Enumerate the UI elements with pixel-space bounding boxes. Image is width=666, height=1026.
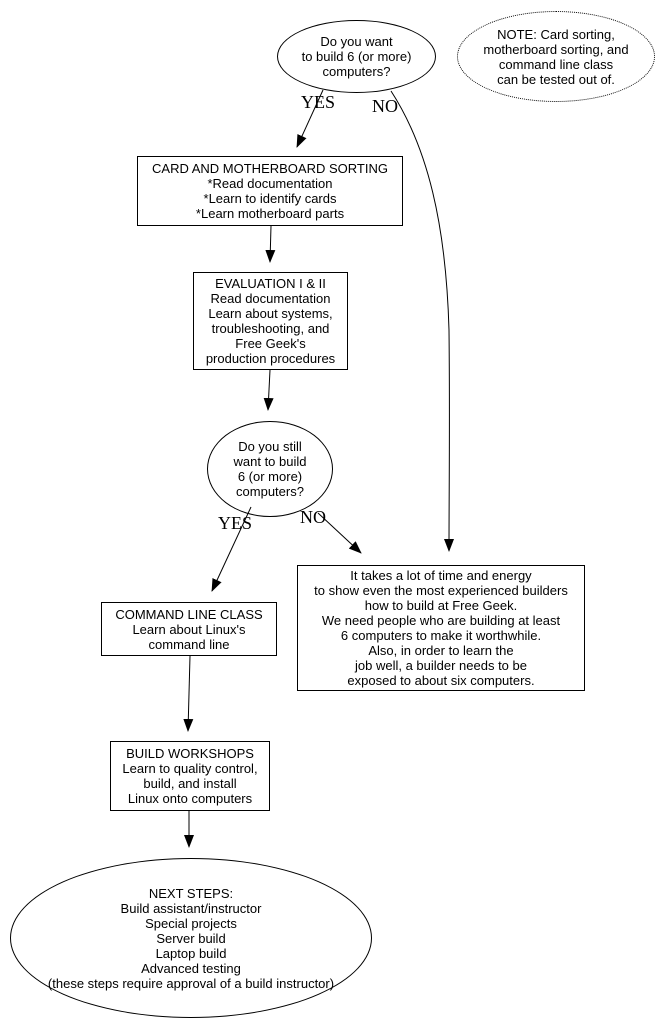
node-text-line: job well, a builder needs to be (354, 658, 527, 673)
edge-label-no-mid: NO (300, 507, 326, 527)
node-text-line: (these steps require approval of a build instructor) (47, 975, 335, 991)
edge-command-line-to-workshops (188, 656, 190, 731)
node-text-line: troubleshooting, and (211, 321, 330, 336)
node-text-line: Special projects (145, 915, 237, 931)
edge-label-yes-top: YES (301, 92, 336, 112)
node-text-line: Free Geek's (235, 336, 306, 351)
node-text-line: Also, in order to learn the (368, 643, 514, 658)
node-command-line-class (101, 602, 277, 656)
node-text-line: We need people who are building at least (321, 613, 561, 628)
node-text-line: build, and install (143, 776, 237, 791)
node-note (457, 11, 655, 102)
node-evaluation (193, 272, 348, 370)
node-text-line: NOTE: Card sorting, (497, 26, 615, 42)
node-text-line: Read documentation (210, 291, 331, 306)
node-text-line: Learn to quality control, (122, 761, 258, 776)
node-card-sorting (137, 156, 403, 226)
node-text-line: how to build at Free Geek. (364, 598, 518, 613)
node-text-line: Build assistant/instructor (120, 900, 262, 916)
node-text-line: Learn about systems, (208, 306, 333, 321)
edge-card-sorting-to-evaluation (270, 226, 271, 262)
node-text-line: command line class (498, 56, 614, 72)
node-text-line: Learn about Linux's (132, 621, 246, 637)
node-text-line: EVALUATION I & II (215, 276, 326, 291)
node-text-line: can be tested out of. (497, 71, 615, 87)
node-text-line: Advanced testing (141, 960, 241, 976)
node-text-line: It takes a lot of time and energy (350, 568, 532, 583)
node-text-line: to show even the most experienced builders (314, 583, 568, 598)
node-build-workshops (110, 741, 270, 811)
node-text-line: Server build (156, 930, 226, 946)
node-text-line: COMMAND LINE CLASS (115, 606, 263, 622)
node-text-line: Do you want (320, 34, 393, 49)
node-text-line: exposed to about six computers. (347, 673, 535, 688)
node-text-line: CARD AND MOTHERBOARD SORTING (152, 161, 388, 176)
node-text-line: Do you still (238, 439, 302, 454)
node-text-line: NEXT STEPS: (148, 885, 234, 901)
node-text-line: 6 computers to make it worthwhile. (340, 628, 542, 643)
node-text-line: want to build (233, 454, 307, 469)
node-text-line: Laptop build (155, 945, 227, 961)
node-decision-build-6 (277, 20, 436, 93)
node-text-line: *Read documentation (207, 176, 333, 191)
node-text-line: BUILD WORKSHOPS (126, 746, 254, 761)
node-text-line: computers? (236, 484, 304, 499)
edge-evaluation-to-decision2 (268, 370, 270, 410)
edge-label-no-top: NO (372, 96, 398, 116)
node-text-line: *Learn to identify cards (203, 191, 337, 206)
node-text-line: *Learn motherboard parts (195, 206, 345, 221)
node-rationale (297, 565, 585, 691)
node-text-line: production procedures (205, 351, 336, 366)
node-text-line: to build 6 (or more) (301, 49, 412, 64)
node-text-line: Linux onto computers (127, 791, 253, 806)
node-text-line: 6 (or more) (237, 469, 303, 484)
node-text-line: command line (148, 636, 230, 652)
node-decision-still-build-6 (207, 421, 333, 517)
edge-label-yes-mid: YES (218, 513, 253, 533)
node-next-steps (10, 858, 372, 1018)
node-text-line: motherboard sorting, and (483, 41, 629, 57)
node-text-line: computers? (322, 64, 391, 79)
